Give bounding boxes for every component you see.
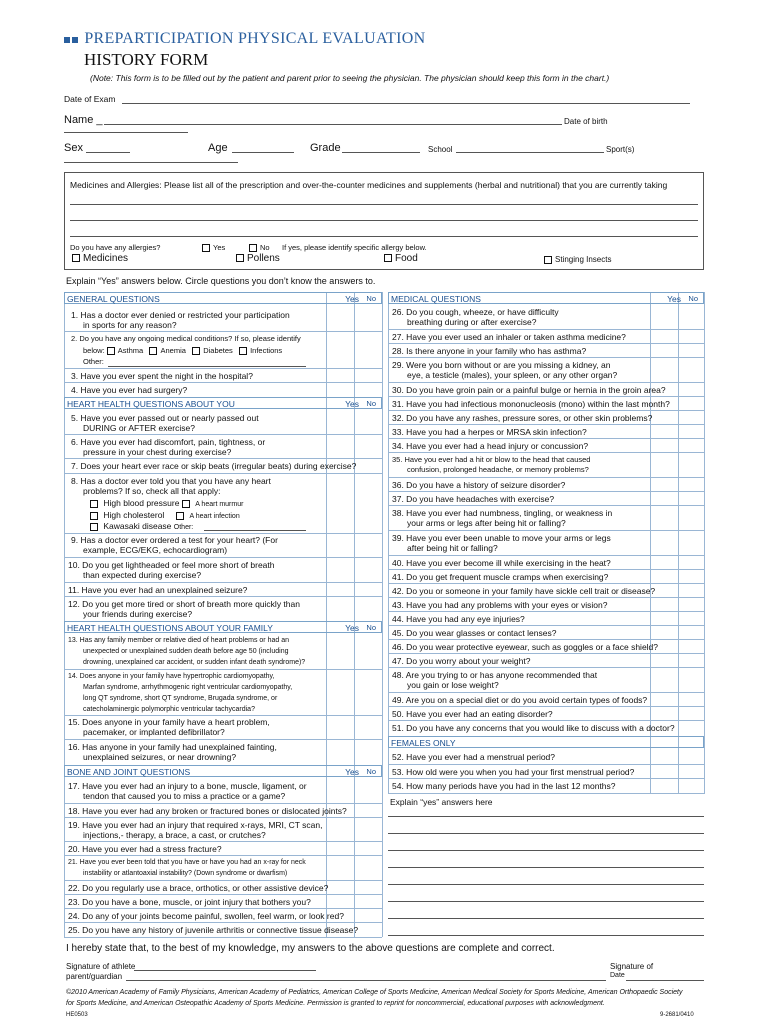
section-heart-you: HEART HEALTH QUESTIONS ABOUT YOU Yes No <box>64 397 382 409</box>
question-17: 17. Have you ever had an injury to a bone, muscle, ligament, or tendon that caused you to miss a practice or a game? <box>68 781 307 801</box>
right-border <box>704 292 705 794</box>
checkbox-icon[interactable] <box>182 500 190 508</box>
question-36: 36. Do you have a history of seizure disorder? <box>392 480 566 490</box>
date-of-exam-field[interactable] <box>122 103 690 104</box>
row-divider <box>64 669 382 670</box>
question-45: 45. Do you wear glasses or contact lenses? <box>392 628 557 638</box>
allergies-identify-note: If yes, please identify specific allergy below. <box>282 243 427 252</box>
question-14: 14. Does anyone in your family have hypertrophic cardiomyopathy, Marfan syndrome, arrhythmogenic right ventricular cardiomyopathy, long QT syndrome, short QT syndrome, Brugada syndrome, or catecholaminergic polymorphic ventricular tachycardia? <box>68 673 293 713</box>
explain-line[interactable] <box>388 935 704 936</box>
checkbox-icon[interactable] <box>249 244 257 252</box>
sports-label: Sport(s) <box>606 145 635 154</box>
row-divider <box>388 778 704 779</box>
yes-col-border <box>650 292 651 794</box>
row-divider <box>388 667 704 668</box>
row-divider <box>388 639 704 640</box>
date-of-exam-label: Date of Exam <box>64 94 116 104</box>
row-divider <box>388 692 704 693</box>
form-note: (Note: This form is to be filled out by the patient and parent prior to seeing the physician. The physician should keep this form in the chart.) <box>90 73 610 83</box>
question-32: 32. Do you have any rashes, pressure sores, or other skin problems? <box>392 413 653 423</box>
question-23: 23. Do you have a bone, muscle, or joint injury that bothers you? <box>68 897 311 907</box>
certification-statement: I hereby state that, to the best of my knowledge, my answers to the above questions are complete and correct. <box>66 943 555 954</box>
question-19: 19. Have you ever had an injury that required x-rays, MRI, CT scan, injections,- therapy, a brace, a cast, or crutches? <box>68 820 323 840</box>
allergies-question: Do you have any allergies? <box>70 243 161 252</box>
question-38: 38. Have you ever had numbness, tingling, or weakness in your arms or legs after being hit or falling? <box>392 508 613 528</box>
row-divider <box>388 653 704 654</box>
row-divider <box>388 424 704 425</box>
explain-intro: Explain “Yes” answers below. Circle questions you don’t know the answers to. <box>66 276 376 286</box>
question-18: 18. Have you ever had any broken or fractured bones or dislocated joints? <box>68 806 347 816</box>
row-divider <box>64 382 382 383</box>
checkbox-icon[interactable] <box>192 347 200 355</box>
checkbox-icon[interactable] <box>384 254 392 262</box>
question-16: 16. Has anyone in your family had unexplained fainting, unexplained seizures, or near drowning? <box>68 742 277 762</box>
form-version-code: 9-2681/0410 <box>660 1012 694 1018</box>
question-40: 40. Have you ever become ill while exercising in the heat? <box>392 558 611 568</box>
question-1: 1. Has a doctor ever denied or restricted your participation in sports for any reason? <box>71 310 290 330</box>
allergy-medicines[interactable]: Medicines <box>72 253 128 264</box>
no-col-border <box>678 292 679 794</box>
question-52: 52. Have you ever had a menstrual period? <box>392 752 556 762</box>
question-22: 22. Do you regularly use a brace, orthotics, or other assistive device? <box>68 883 329 893</box>
checkbox-icon[interactable] <box>544 256 552 264</box>
row-divider <box>388 569 704 570</box>
question-12: 12. Do you get more tired or short of breath more quickly than your friends during exercise? <box>68 599 300 619</box>
question-5: 5. Have you ever passed out or nearly passed out DURING or AFTER exercise? <box>71 413 259 433</box>
checkbox-icon[interactable] <box>90 500 98 508</box>
checkbox-icon[interactable] <box>90 523 98 531</box>
logo-square-icon <box>64 37 70 43</box>
explain-line[interactable] <box>388 867 704 868</box>
question-48: 48. Are you trying to or has anyone recommended that you gain or lose weight? <box>392 670 598 690</box>
checkbox-icon[interactable] <box>149 347 157 355</box>
row-divider <box>388 477 704 478</box>
question-2-options: below: Asthma Anemia Diabetes Infections <box>83 346 283 355</box>
question-20: 20. Have you ever had a stress fracture? <box>68 844 222 854</box>
row-divider <box>388 452 704 453</box>
section-bone-joint: BONE AND JOINT QUESTIONS Yes No <box>64 765 382 777</box>
explain-line[interactable] <box>388 850 704 851</box>
question-8-hbp: High blood pressure A heart murmur <box>90 498 243 510</box>
question-8-other-field[interactable] <box>204 530 306 531</box>
question-28: 28. Is there anyone in your family who has asthma? <box>392 346 587 356</box>
left-border <box>388 292 389 794</box>
row-divider <box>388 706 704 707</box>
row-divider <box>388 343 704 344</box>
checkbox-icon[interactable] <box>239 347 247 355</box>
row-divider <box>388 583 704 584</box>
allergy-stinging[interactable]: Stinging Insects <box>544 255 611 264</box>
row-divider <box>388 382 704 383</box>
date-label: Date <box>610 972 625 979</box>
row-divider <box>64 331 382 332</box>
row-divider <box>388 329 704 330</box>
checkbox-icon[interactable] <box>107 347 115 355</box>
row-divider <box>388 410 704 411</box>
row-divider <box>388 793 704 794</box>
question-33: 33. Have you had a herpes or MRSA skin infection? <box>392 427 587 437</box>
form-code: HE0503 <box>66 1012 88 1018</box>
row-divider <box>388 396 704 397</box>
question-49: 49. Are you on a special diet or do you avoid certain types of foods? <box>392 695 648 705</box>
allergy-food[interactable]: Food <box>384 253 418 264</box>
question-44: 44. Have you had any eye injuries? <box>392 614 525 624</box>
question-6: 6. Have you ever had discomfort, pain, tightness, or pressure in your chest during exercise? <box>71 437 266 457</box>
date-of-birth-label: Date of birth <box>564 117 608 126</box>
row-divider <box>64 557 382 558</box>
question-27: 27. Have you ever used an inhaler or taken asthma medicine? <box>392 332 626 342</box>
section-medical: MEDICAL QUESTIONS Yes No <box>388 292 704 304</box>
question-34: 34. Have you ever had a head injury or concussion? <box>392 441 589 451</box>
question-8: 8. Has a doctor ever told you that you have any heart problems? If so, check all that apply: <box>71 476 271 496</box>
sex-field[interactable] <box>86 152 130 153</box>
question-29: 29. Were you born without or are you missing a kidney, an eye, a testicle (males), your spleen, or any other organ? <box>392 360 618 380</box>
age-label: Age <box>208 142 228 154</box>
school-label: School <box>428 145 453 154</box>
row-divider <box>64 841 382 842</box>
row-divider <box>388 764 704 765</box>
name-label: Name _ <box>64 114 103 126</box>
row-divider <box>64 582 382 583</box>
date-of-birth-field[interactable] <box>64 132 188 133</box>
question-25: 25. Do you have any history of juvenile arthritis or connective tissue disease? <box>68 925 359 935</box>
medicines-line-2[interactable] <box>70 220 698 221</box>
section-heart-family: HEART HEALTH QUESTIONS ABOUT YOUR FAMILY Yes No <box>64 621 382 633</box>
row-divider <box>388 611 704 612</box>
row-divider <box>64 908 382 909</box>
section-general: GENERAL QUESTIONS Yes No <box>64 292 382 304</box>
allergy-pollens[interactable]: Pollens <box>236 253 280 264</box>
row-divider <box>64 715 382 716</box>
signature-athlete-label: Signature of athlete <box>66 962 136 971</box>
medicines-line-1[interactable] <box>70 204 698 205</box>
checkbox-icon[interactable] <box>236 254 244 262</box>
row-divider <box>64 803 382 804</box>
right-border <box>382 292 383 937</box>
row-divider <box>388 625 704 626</box>
question-21: 21. Have you ever been told that you have or have you had an x-ray for neck instability or atlantoaxial instability? (Down syndrome or dwarfism) <box>68 859 306 877</box>
row-divider <box>388 357 704 358</box>
question-46: 46. Do you wear protective eyewear, such as goggles or a face shield? <box>392 642 659 652</box>
row-divider <box>64 817 382 818</box>
question-30: 30. Do you have groin pain or a painful bulge or hernia in the groin area? <box>392 385 666 395</box>
grade-field[interactable] <box>342 152 420 153</box>
explain-line[interactable] <box>388 833 704 834</box>
question-15: 15. Does anyone in your family have a heart problem, pacemaker, or implanted defibrillator? <box>68 717 270 737</box>
sports-field[interactable] <box>64 162 238 163</box>
row-divider <box>388 597 704 598</box>
question-8-kawasaki: Kawasaki disease Other: <box>90 521 193 533</box>
row-divider <box>388 505 704 506</box>
question-7: 7. Does your heart ever race or skip beats (irregular beats) during exercise? <box>71 461 357 471</box>
question-10: 10. Do you get lightheaded or feel more short of breath than expected during exercise? <box>68 560 275 580</box>
question-2-other-field[interactable] <box>108 366 306 367</box>
row-divider <box>64 855 382 856</box>
question-11: 11. Have you ever had an unexplained seizure? <box>68 585 248 595</box>
row-divider <box>388 491 704 492</box>
row-divider <box>388 438 704 439</box>
row-divider <box>64 368 382 369</box>
question-47: 47. Do you worry about your weight? <box>392 656 531 666</box>
checkbox-icon[interactable] <box>90 512 98 520</box>
question-4: 4. Have you ever had surgery? <box>71 385 188 395</box>
question-43: 43. Have you had any problems with your eyes or vision? <box>392 600 608 610</box>
form-header-title: PREPARTICIPATION PHYSICAL EVALUATION <box>64 30 425 48</box>
parent-guardian-label: parent/guardian <box>66 972 123 981</box>
school-field[interactable] <box>456 152 604 153</box>
signature-parent-label: Signature of <box>610 962 654 971</box>
question-3: 3. Have you ever spent the night in the hospital? <box>71 371 253 381</box>
name-field[interactable] <box>104 124 562 125</box>
question-13: 13. Has any family member or relative died of heart problems or had an unexpected or unexplained sudden death before age 50 (including drowning, unexplained car accident, or sudden infant death syndrome)? <box>68 637 306 666</box>
grade-label: Grade <box>310 142 341 154</box>
allergies-yes[interactable]: Yes <box>202 243 225 252</box>
explain-line[interactable] <box>388 918 704 919</box>
copyright-line-1: ©2010 American Academy of Family Physicians, American Academy of Pediatrics, American College of Sports Medicine, American Medical Society for Sports Medicine, American Orthopaedic Society <box>66 989 683 996</box>
question-39: 39. Have you ever been unable to move your arms or legs after being hit or falling? <box>392 533 611 553</box>
question-50: 50. Have you ever had an eating disorder? <box>392 709 553 719</box>
checkbox-icon[interactable] <box>202 244 210 252</box>
question-26: 26. Do you cough, wheeze, or have difficulty breathing during or after exercise? <box>392 307 559 327</box>
signature-athlete-field[interactable] <box>134 970 316 971</box>
row-divider <box>388 720 704 721</box>
row-divider <box>388 530 704 531</box>
question-2: 2. Do you have any ongoing medical conditions? If so, please identify <box>71 334 301 343</box>
row-divider <box>64 922 382 923</box>
row-divider <box>64 473 382 474</box>
allergies-no[interactable]: No <box>249 243 270 252</box>
explain-line[interactable] <box>388 884 704 885</box>
question-53: 53. How old were you when you had your first menstrual period? <box>392 767 635 777</box>
date-field[interactable] <box>626 980 704 981</box>
form-subtitle: HISTORY FORM <box>84 50 209 69</box>
signature-parent-field[interactable] <box>126 980 606 981</box>
question-9: 9. Has a doctor ever ordered a test for your heart? (For example, ECG/EKG, echocardiogram) <box>71 535 278 555</box>
question-54: 54. How many periods have you had in the last 12 months? <box>392 781 616 791</box>
explain-line[interactable] <box>388 901 704 902</box>
copyright-line-2: for Sports Medicine, and American Osteopathic Academy of Sports Medicine. Permission is granted to reprint for noncommercial, educational purposes with acknowledgment. <box>66 1000 605 1007</box>
row-divider <box>64 533 382 534</box>
row-divider <box>64 880 382 881</box>
explain-yes-label: Explain “yes” answers here <box>390 797 493 807</box>
checkbox-icon[interactable] <box>176 512 184 520</box>
question-41: 41. Do you get frequent muscle cramps when exercising? <box>392 572 609 582</box>
checkbox-icon[interactable] <box>72 254 80 262</box>
logo-square-icon <box>72 37 78 43</box>
sex-label: Sex <box>64 142 83 154</box>
row-divider <box>64 937 382 938</box>
row-divider <box>388 555 704 556</box>
section-females-only: FEMALES ONLY <box>388 736 704 748</box>
medicines-prompt: Medicines and Allergies: Please list all of the prescription and over-the-counter medicines and supplements (herbal and nutritional) that you are currently taking <box>70 180 668 190</box>
question-2-other: Other: <box>83 357 104 366</box>
question-24: 24. Do any of your joints become painful, swollen, feel warm, or look red? <box>68 911 344 921</box>
question-51: 51. Do you have any concerns that you would like to discuss with a doctor? <box>392 723 675 733</box>
question-35: 35. Have you ever had a hit or blow to the head that caused confusion, prolonged headache, or memory problems? <box>392 455 591 474</box>
row-divider <box>64 458 382 459</box>
medicines-line-3[interactable] <box>70 236 698 237</box>
question-37: 37. Do you have headaches with exercise? <box>392 494 555 504</box>
question-42: 42. Do you or someone in your family have sickle cell trait or disease? <box>392 586 656 596</box>
age-field[interactable] <box>232 152 294 153</box>
row-divider <box>64 434 382 435</box>
row-divider <box>64 596 382 597</box>
explain-line[interactable] <box>388 816 704 817</box>
question-31: 31. Have you had infectious mononucleosis (mono) within the last month? <box>392 399 670 409</box>
row-divider <box>64 894 382 895</box>
question-8-chol: High cholesterol A heart infection <box>90 510 240 522</box>
row-divider <box>64 739 382 740</box>
